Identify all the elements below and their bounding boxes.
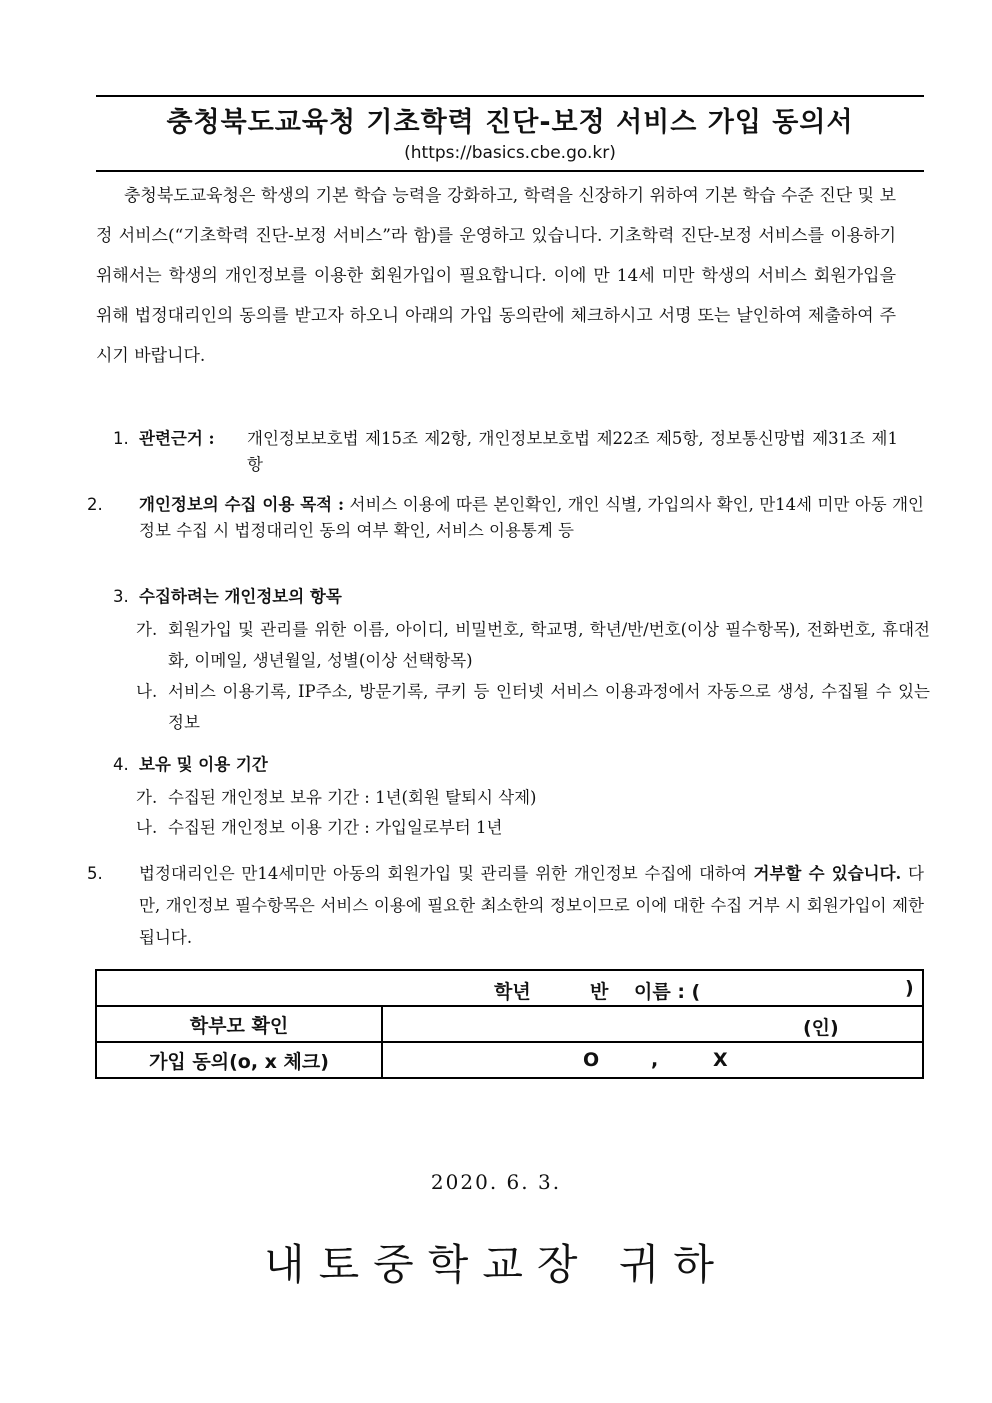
list-item bbox=[136, 812, 930, 843]
section-text: 법정대리인은 만14세미만 아동의 회원가입 및 관리를 위한 개인정보 수집에 대하여 bbox=[139, 864, 754, 883]
section-retention-heading bbox=[113, 752, 898, 778]
consent-separator: , bbox=[651, 1049, 659, 1071]
section-legal-basis bbox=[113, 426, 898, 478]
consent-label: 가입 동의(o, x 체크) bbox=[96, 1042, 382, 1078]
parent-confirm-label: 학부모 확인 bbox=[96, 1006, 382, 1042]
section-number: 3. bbox=[113, 587, 129, 606]
consent-no-option[interactable]: X bbox=[713, 1049, 728, 1071]
grade-label: 학년 bbox=[494, 981, 531, 1003]
consent-check-cell bbox=[382, 1042, 923, 1078]
intro-paragraph: 충청북도교육청은 학생의 기본 학습 능력을 강화하고, 학력을 신장하기 위하여 기본 학습 수준 진단 및 보정 서비스(“기초학력 진단-보정 서비스”라 함)를 운영하고 있습니다. 기초학력 진단-보정 서비스를 이용하기 위해서는 학생의 개인정보를 이용한 회원가입이 필요합니다. 이에 만 14세 미만 학생의 서비스 회원가입을 위해 법정대리인의 동의를 받고자 하오니 아래의 가입 동의란에 체크하시고 서명 또는 날인하여 제출하여 주시기 바랍니다. bbox=[96, 186, 896, 366]
section-number: 1. bbox=[113, 429, 129, 448]
section-label: 수집하려는 개인정보의 항목 bbox=[139, 587, 342, 606]
seal-label: (인) bbox=[803, 1017, 839, 1039]
section-purpose bbox=[87, 492, 924, 544]
top-rule bbox=[96, 95, 924, 97]
recipient-line: 내토중학교장 귀하 bbox=[264, 1240, 728, 1289]
student-info-row bbox=[96, 970, 923, 1006]
name-label: 이름 : ( bbox=[634, 981, 701, 1003]
section-text: 다만, 개인정보 필수항목은 서비스 이용에 필요한 최소한의 정보이므로 이에 대한 수집 거부 시 회원가입이 제한됩니다. bbox=[139, 864, 924, 947]
consent-form-table bbox=[95, 969, 924, 1079]
section-refusal-right bbox=[87, 858, 924, 954]
section-text: 개인정보보호법 제15조 제2항, 개인정보보호법 제22조 제5항, 정보통신망법 제31조 제1항 bbox=[247, 429, 898, 474]
list-item-text: 회원가입 및 관리를 위한 이름, 아이디, 비밀번호, 학교명, 학년/반/번호(이상 필수항목), 전화번호, 휴대전화, 이메일, 생년월일, 성별(이상 선택항목) bbox=[168, 620, 930, 670]
name-close-paren: ) bbox=[905, 977, 914, 999]
parent-signature-field[interactable] bbox=[382, 1006, 923, 1042]
section-text: 서비스 이용에 따른 본인확인, 개인 식별, 가입의사 확인, 만14세 미만 아동 개인정보 수집 시 법정대리인 동의 여부 확인, 서비스 이용통계 등 bbox=[139, 495, 924, 540]
document-date: 2020. 6. 3. bbox=[430, 1170, 562, 1194]
section-label: 보유 및 이용 기간 bbox=[139, 755, 268, 774]
list-item bbox=[136, 782, 930, 813]
list-marker: 가. bbox=[136, 620, 158, 639]
list-marker: 나. bbox=[136, 682, 158, 701]
list-item bbox=[136, 614, 930, 676]
document-title: 충청북도교육청 기초학력 진단-보정 서비스 가입 동의서 bbox=[166, 107, 854, 138]
header-bottom-rule bbox=[96, 170, 924, 172]
list-marker: 가. bbox=[136, 788, 158, 807]
section-label: 관련근거 : bbox=[139, 429, 215, 448]
section-number: 5. bbox=[87, 864, 103, 883]
section-label: 개인정보의 수집 이용 목적 : bbox=[139, 495, 345, 514]
section-number: 2. bbox=[87, 495, 103, 514]
consent-yes-option[interactable]: O bbox=[583, 1049, 600, 1071]
service-url: (https://basics.cbe.go.kr) bbox=[404, 143, 616, 163]
consent-row bbox=[96, 1042, 923, 1078]
list-item-text: 서비스 이용기록, IP주소, 방문기록, 쿠키 등 인터넷 서비스 이용과정에서 자동으로 생성, 수집될 수 있는 정보 bbox=[168, 682, 930, 732]
list-item-text: 수집된 개인정보 이용 기간 : 가입일로부터 1년 bbox=[168, 818, 503, 837]
section-items-heading bbox=[113, 584, 898, 610]
list-item bbox=[136, 676, 930, 738]
section-number: 4. bbox=[113, 755, 129, 774]
section-bold-text: 거부할 수 있습니다. bbox=[753, 864, 902, 883]
list-marker: 나. bbox=[136, 818, 158, 837]
list-item-text: 수집된 개인정보 보유 기간 : 1년(회원 탈퇴시 삭제) bbox=[168, 788, 537, 807]
class-label: 반 bbox=[590, 981, 609, 1003]
student-info-cell[interactable] bbox=[96, 970, 923, 1006]
parent-confirm-row bbox=[96, 1006, 923, 1042]
